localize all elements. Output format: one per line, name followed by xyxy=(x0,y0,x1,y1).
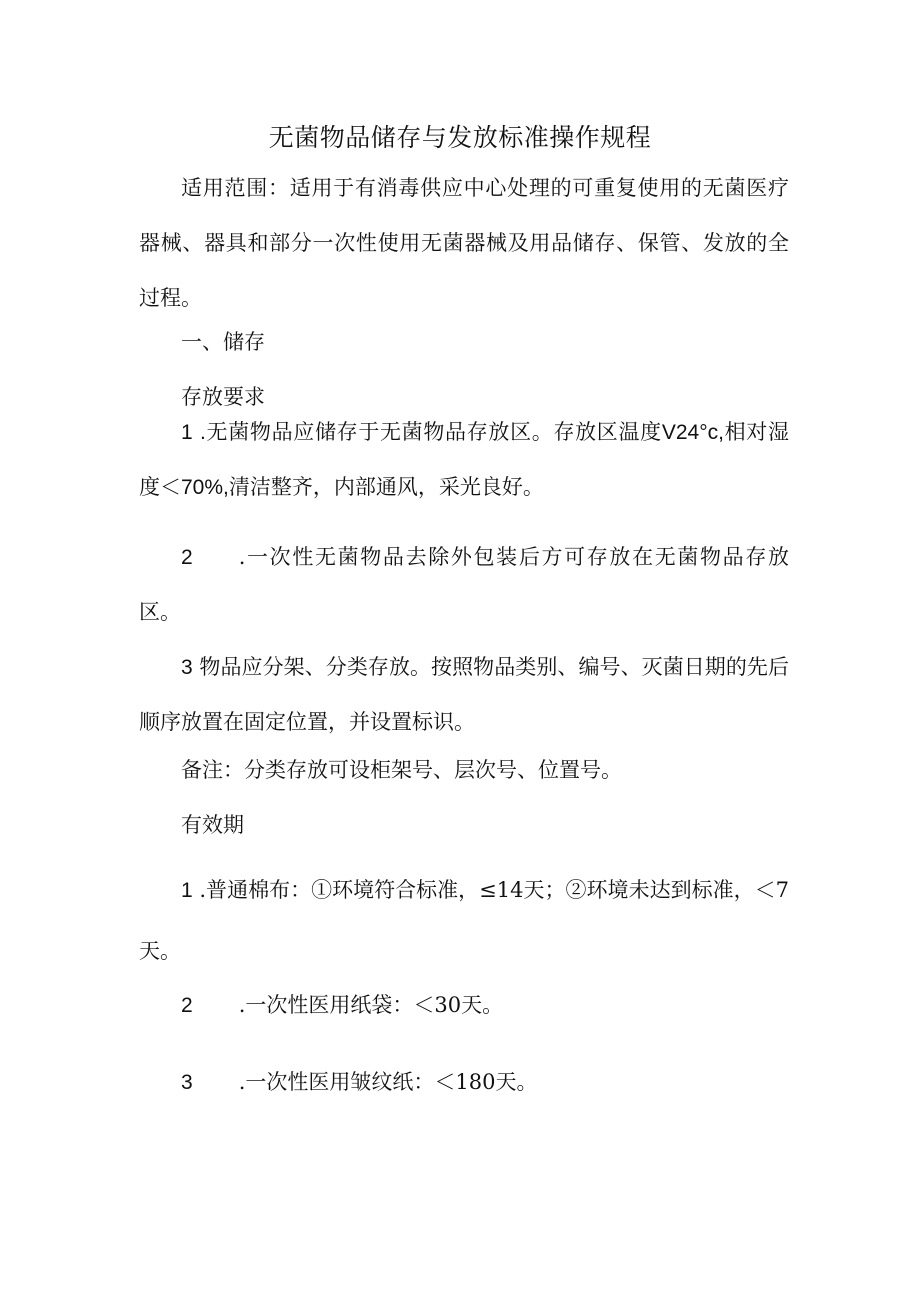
storage-item-1 xyxy=(139,405,789,515)
storage-item-2 xyxy=(139,530,789,640)
subheading-validity: 有效期 xyxy=(181,813,244,837)
item-text: 物品应分架、分类存放。按照物品类别、编号、灭菌日期的先后顺序放置在固定位置，并设置标识。 xyxy=(139,655,789,734)
subheading-storage-requirements: 存放要求 xyxy=(181,385,265,409)
item-text: .普通棉布：①环境符合标准，≤14天；②环境未达到标准，＜7天。 xyxy=(139,878,789,963)
storage-note: 备注：分类存放可设柜架号、层次号、位置号。 xyxy=(181,758,622,782)
item-number: 1 xyxy=(181,879,193,902)
item-text: .无菌物品应储存于无菌物品存放区。存放区温度V24°c,相对湿度＜70%,清洁整齐，内部通风，采光良好。 xyxy=(139,421,789,499)
item-number: 1 xyxy=(181,421,193,444)
storage-item-3 xyxy=(139,640,789,750)
document-title: 无菌物品储存与发放标准操作规程 xyxy=(268,123,652,152)
validity-item-2 xyxy=(181,985,503,1026)
item-number: 2 xyxy=(181,994,193,1017)
validity-item-1 xyxy=(139,860,789,981)
item-text: .一次性医用纸袋：＜30天。 xyxy=(238,993,504,1017)
section-heading-storage: 一、储存 xyxy=(181,330,265,354)
item-text: .一次性无菌物品去除外包装后方可存放在无菌物品存放区。 xyxy=(139,545,789,624)
scope-paragraph: 适用范围：适用于有消毒供应中心处理的可重复使用的无菌医疗器械、器具和部分一次性使用无菌器械及用品储存、保管、发放的全过程。 xyxy=(139,176,789,310)
validity-item-3 xyxy=(181,1062,537,1103)
item-number: 3 xyxy=(181,1071,193,1094)
item-number: 2 xyxy=(181,546,193,569)
item-text: .一次性医用皱纹纸：＜180天。 xyxy=(238,1070,538,1094)
item-number: 3 xyxy=(181,656,193,679)
